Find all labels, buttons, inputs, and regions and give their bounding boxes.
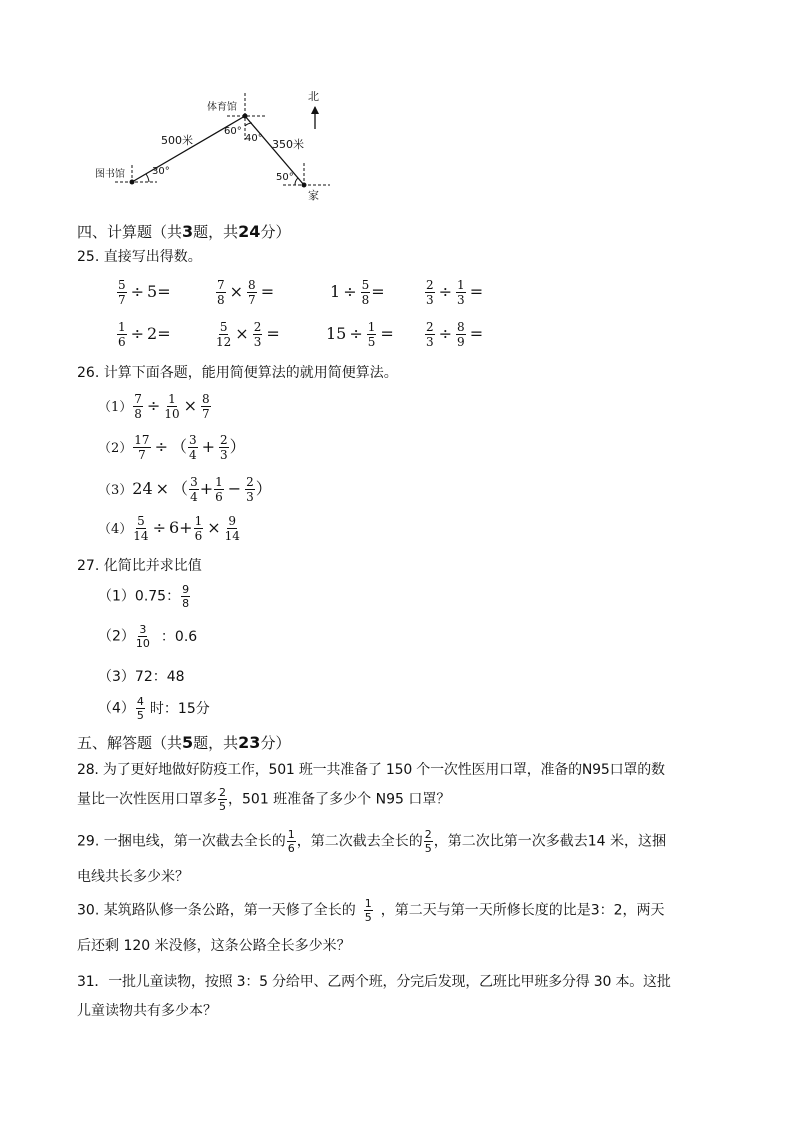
angle-gym-left: 60° (224, 126, 242, 137)
question-26-title: 26. 计算下面各题，能用简便算法的就用简便算法。 (77, 365, 398, 381)
calc-item-8: $\frac{2}{3}$ ÷ $\frac{8}{9}$ = (426, 320, 484, 349)
home-label: 家 (308, 189, 319, 202)
question-31-line-2: 儿童读物共有多少本？ (77, 1003, 217, 1019)
q26-part-3: （3）24 × （ $\frac{3}{4}$ + $\frac{1}{6}$ − $\frac{2}{3}$ ） (98, 475, 272, 504)
q27-part-4: （4） $\frac{4}{5}$ 时：15分 (98, 695, 210, 722)
question-29-line-2: 电线共长多少米？ (77, 869, 189, 885)
q27-part-1: （1）0.75： $\frac{9}{8}$ (98, 583, 190, 610)
distance-gym-home: 350米 (272, 138, 304, 151)
calc-item-4: $\frac{2}{3}$ ÷ $\frac{1}{3}$ = (426, 278, 484, 307)
question-30-line-1: 30. 某筑路队修一条公路，第一天修了全长的 $\frac{1}{5}$ ，第二天与第一天所修长度的比是3：2，两天 (77, 897, 665, 924)
calc-item-6: $\frac{5}{12}$ × $\frac{2}{3}$ = (216, 320, 280, 349)
north-label: 北 (308, 90, 319, 103)
gym-label: 体育馆 (207, 102, 237, 113)
section-5-heading: 五、解答题（共5题，共23分） (77, 733, 291, 752)
question-28-line-1: 28. 为了更好地做好防疫工作，501 班一共准备了 150 个一次性医用口罩，准备的N95口罩的数 (77, 762, 665, 778)
angle-home: 50° (276, 172, 294, 183)
distance-library-gym: 500米 (161, 134, 193, 147)
calc-item-1: $\frac{5}{7}$ ÷ 5= (118, 278, 171, 307)
question-25-title: 25. 直接写出得数。 (77, 249, 202, 265)
q26-part-2: （2） $\frac{17}{7}$ ÷ （ $\frac{3}{4}$ + $\frac{2}{3}$ ） (98, 433, 246, 462)
q26-part-4: （4） $\frac{5}{14}$ ÷ 6+ $\frac{1}{6}$ × $\frac{9}{14}$ (98, 514, 240, 543)
question-31-line-1: 31．一批儿童读物，按照 3：5 分给甲、乙两个班，分完后发现，乙班比甲班多分得 30 本。这批 (77, 974, 671, 990)
question-27-title: 27. 化简比并求比值 (77, 558, 202, 574)
calc-item-2: $\frac{7}{8}$ × $\frac{8}{7}$ = (217, 278, 275, 307)
direction-map (95, 85, 345, 210)
q27-part-3: （3）72：48 (98, 669, 185, 685)
calc-item-3: 1 ÷ $\frac{5}{8}$ = (330, 278, 385, 307)
q26-part-1: （1） $\frac{7}{8}$ ÷ $\frac{1}{10}$ × $\frac{8}{7}$ (98, 392, 210, 421)
library-label: 图书馆 (95, 169, 125, 180)
section-4-heading: 四、计算题（共3题，共24分） (77, 222, 291, 241)
calc-item-5: $\frac{1}{6}$ ÷ 2= (118, 320, 171, 349)
question-29-line-1: 29. 一捆电线，第一次截去全长的 $\frac{1}{6}$ ，第二次截去全长的 $\frac{2}{5}$ ，第二次比第一次多截去14 米，这捆 (77, 828, 666, 855)
angle-gym-right: 40° (245, 133, 263, 144)
question-30-line-2: 后还剩 120 米没修，这条公路全长多少米？ (77, 938, 351, 954)
calc-item-7: 15 ÷ $\frac{1}{5}$ = (326, 320, 394, 349)
question-28-line-2: 量比一次性医用口罩多 $\frac{2}{5}$ ，501 班准备了多少个 N95 口罩？ (77, 786, 451, 813)
q27-part-2: （2） $\frac{3}{10}$ ：0.6 (98, 623, 198, 650)
angle-library: 30° (152, 166, 170, 177)
